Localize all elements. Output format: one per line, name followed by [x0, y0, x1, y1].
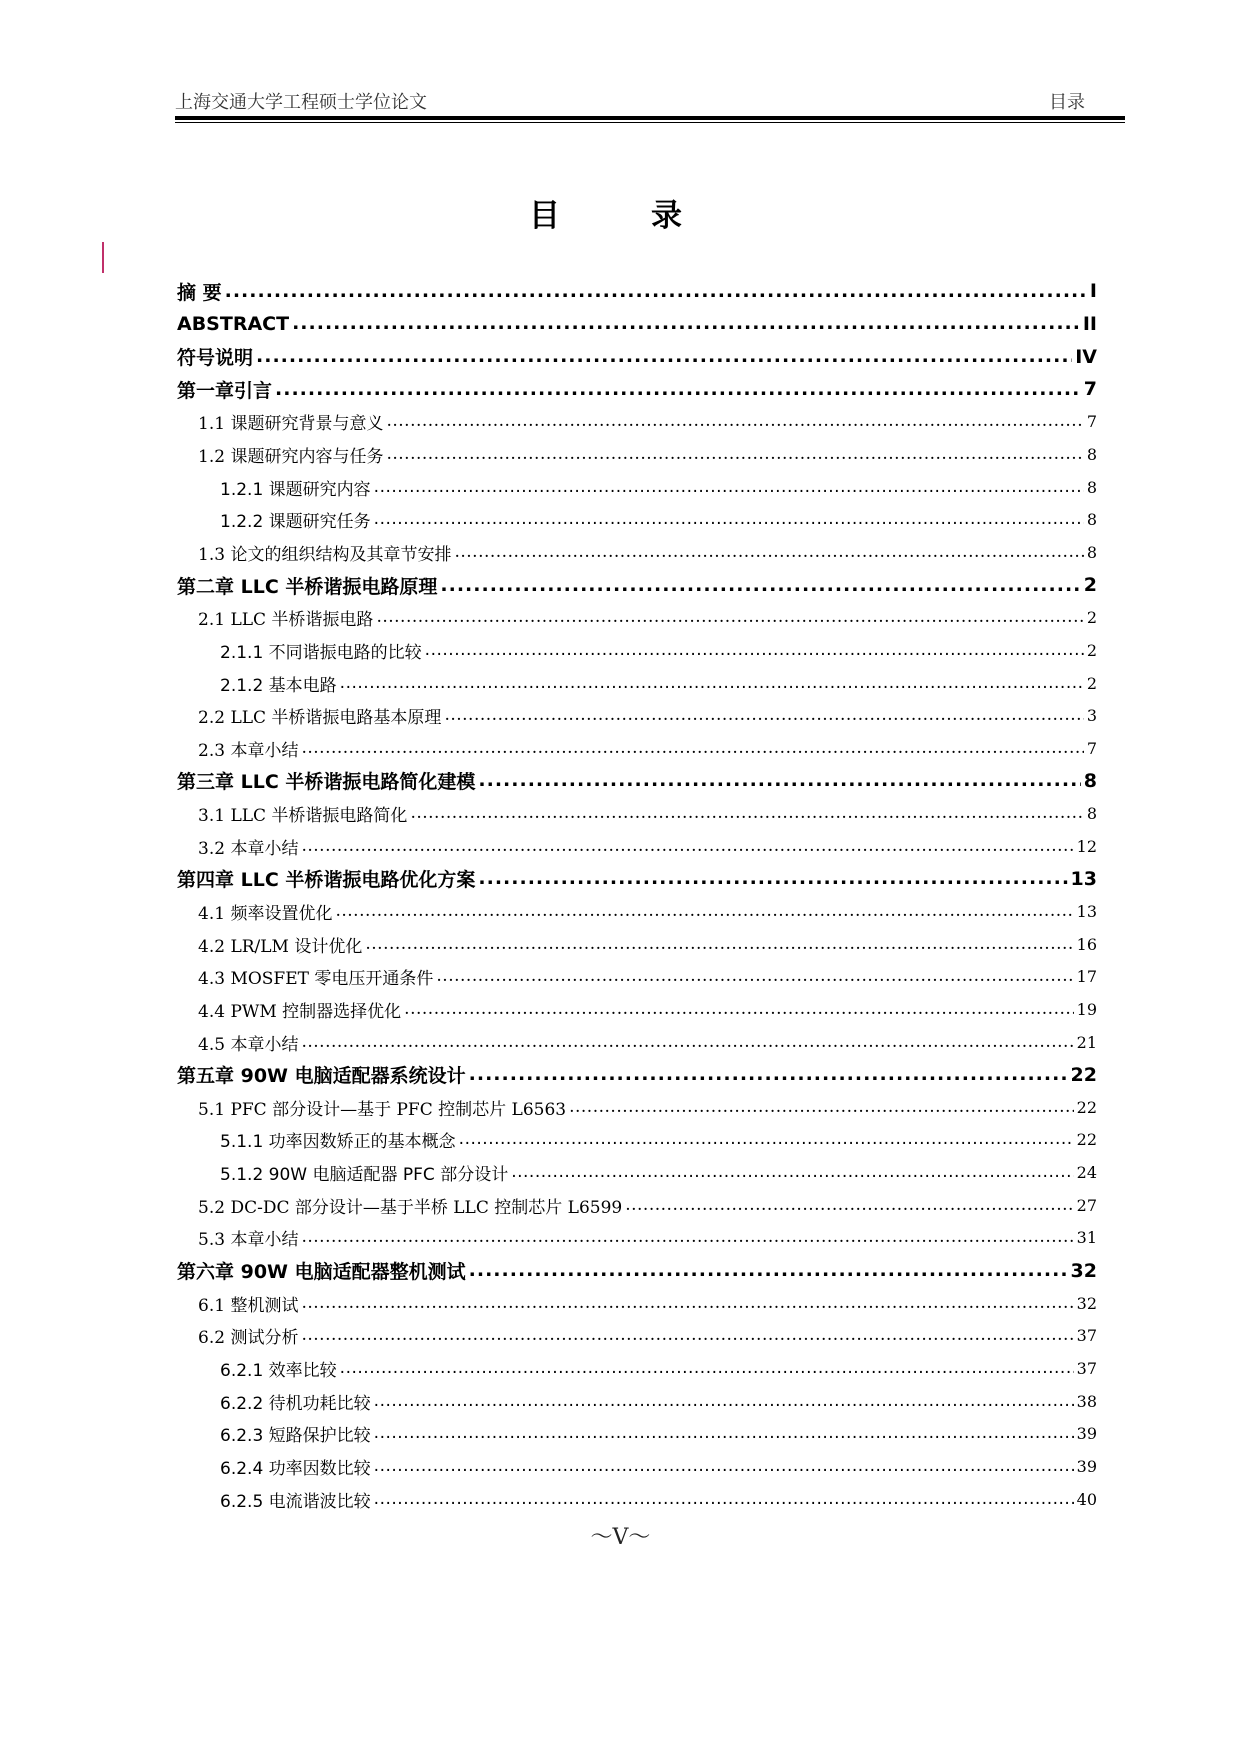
toc-entry[interactable]	[177, 536, 1097, 569]
toc-entry[interactable]	[177, 569, 1097, 602]
toc-entry[interactable]	[177, 373, 1097, 406]
toc-dot-leader	[478, 771, 1080, 790]
toc-entry-title: 4.4 PWM 控制器选择优化	[198, 1001, 402, 1022]
toc-entry[interactable]	[177, 765, 1097, 798]
toc-entry[interactable]	[177, 601, 1097, 634]
toc-dot-leader	[374, 479, 1084, 496]
toc-entry-title: 第六章 90W 电脑适配器整机测试	[177, 1261, 466, 1284]
header-thesis-title: 上海交通大学工程硕士学位论文	[175, 92, 427, 113]
table-of-contents	[177, 275, 1097, 1515]
toc-dot-leader	[386, 413, 1083, 430]
toc-entry-title: 5.2 DC-DC 部分设计—基于半桥 LLC 控制芯片 L6599	[198, 1197, 623, 1218]
toc-dot-leader	[511, 1164, 1073, 1181]
toc-entry-title: 2.1 LLC 半桥谐振电路	[198, 610, 374, 631]
toc-entry[interactable]	[177, 503, 1097, 536]
toc-entry-title: 1.2.2 课题研究任务	[220, 512, 371, 533]
toc-dot-leader	[425, 642, 1084, 659]
toc-entry-title: 2.1.1 不同谐振电路的比较	[220, 642, 422, 663]
toc-entry[interactable]	[177, 1483, 1097, 1516]
toc-entry[interactable]	[177, 797, 1097, 830]
toc-entry[interactable]	[177, 275, 1097, 308]
toc-entry-page: 40	[1076, 1489, 1097, 1509]
toc-entry-page: 13	[1070, 867, 1097, 890]
toc-entry[interactable]	[177, 1254, 1097, 1287]
toc-entry-title: 1.2.1 课题研究内容	[220, 479, 371, 500]
toc-entry[interactable]	[177, 1385, 1097, 1418]
toc-entry-page: 24	[1076, 1163, 1097, 1183]
toc-entry-page: 22	[1070, 1063, 1097, 1086]
toc-entry-title: 1.2 课题研究内容与任务	[198, 447, 384, 468]
toc-dot-leader	[625, 1197, 1073, 1214]
toc-entry-title: 1.3 论文的组织结构及其章节安排	[198, 544, 452, 565]
toc-entry-title: 5.3 本章小结	[198, 1230, 299, 1251]
toc-dot-leader	[225, 282, 1087, 301]
toc-entry[interactable]	[177, 340, 1097, 373]
toc-entry[interactable]	[177, 1222, 1097, 1255]
toc-entry-page: IV	[1075, 345, 1097, 368]
toc-entry-title: 2.1.2 基本电路	[220, 675, 337, 696]
toc-entry-title: ABSTRACT	[177, 312, 290, 335]
toc-entry-page: 7	[1086, 738, 1097, 758]
toc-entry-page: 2	[1086, 640, 1097, 660]
toc-entry-page: 8	[1086, 804, 1097, 824]
toc-entry-page: I	[1089, 280, 1097, 303]
toc-entry-page: 31	[1076, 1228, 1097, 1248]
toc-entry[interactable]	[177, 1189, 1097, 1222]
toc-entry-page: 32	[1070, 1259, 1097, 1282]
toc-entry-title: 符号说明	[177, 347, 254, 370]
toc-entry-page: II	[1082, 312, 1097, 335]
toc-entry-title: 6.2.4 功率因数比较	[220, 1458, 371, 1479]
toc-dot-leader	[335, 903, 1073, 920]
toc-dot-leader	[386, 446, 1083, 463]
toc-entry-title: 6.2.3 短路保护比较	[220, 1426, 371, 1447]
header-section-label: 目录	[1049, 92, 1085, 113]
toc-dot-leader	[459, 1131, 1074, 1148]
toc-entry[interactable]	[177, 960, 1097, 993]
toc-entry-page: 22	[1076, 1130, 1097, 1150]
toc-entry[interactable]	[177, 1450, 1097, 1483]
toc-entry-title: 4.5 本章小结	[198, 1034, 299, 1055]
toc-entry-page: 32	[1076, 1293, 1097, 1313]
toc-entry-page: 39	[1076, 1424, 1097, 1444]
toc-entry-page: 3	[1086, 706, 1097, 726]
toc-dot-leader	[374, 1393, 1074, 1410]
page-number: ～V～	[590, 1525, 651, 1550]
toc-entry-title: 第四章 LLC 半桥谐振电路优化方案	[177, 869, 476, 892]
toc-entry[interactable]	[177, 895, 1097, 928]
toc-entry[interactable]	[177, 471, 1097, 504]
toc-dot-leader	[301, 1034, 1073, 1051]
toc-entry-page: 21	[1076, 1032, 1097, 1052]
toc-dot-leader	[478, 869, 1067, 888]
text-cursor	[102, 242, 104, 273]
running-header	[175, 84, 1125, 114]
toc-entry[interactable]	[177, 863, 1097, 896]
toc-entry[interactable]	[177, 406, 1097, 439]
toc-entry-page: 7	[1086, 412, 1097, 432]
toc-entry[interactable]	[177, 830, 1097, 863]
toc-entry[interactable]	[177, 699, 1097, 732]
toc-entry-page: 37	[1076, 1358, 1097, 1378]
toc-entry-page: 12	[1076, 836, 1097, 856]
toc-entry-page: 27	[1076, 1195, 1097, 1215]
toc-entry-page: 39	[1076, 1456, 1097, 1476]
toc-entry-page: 8	[1086, 445, 1097, 465]
toc-dot-leader	[374, 1458, 1074, 1475]
toc-entry[interactable]	[177, 993, 1097, 1026]
toc-entry-page: 2	[1086, 673, 1097, 693]
toc-entry[interactable]	[177, 438, 1097, 471]
toc-entry-title: 6.2.5 电流谐波比较	[220, 1491, 371, 1512]
toc-entry-page: 13	[1076, 901, 1097, 921]
toc-dot-leader	[365, 936, 1073, 953]
toc-entry-title: 4.3 MOSFET 零电压开通条件	[198, 969, 434, 990]
toc-dot-leader	[569, 1099, 1074, 1116]
header-rule-thick	[175, 116, 1125, 120]
toc-dot-leader	[410, 805, 1083, 822]
toc-entry-title: 1.1 课题研究背景与意义	[198, 414, 384, 435]
page-title: 目 录	[529, 198, 712, 234]
toc-dot-leader	[374, 511, 1084, 528]
toc-dot-leader	[376, 609, 1083, 626]
toc-entry-page: 8	[1083, 769, 1097, 792]
toc-entry[interactable]	[177, 732, 1097, 765]
toc-entry-page: 17	[1076, 967, 1097, 987]
toc-entry-page: 16	[1076, 934, 1097, 954]
toc-entry-title: 5.1.2 90W 电脑适配器 PFC 部分设计	[220, 1165, 509, 1186]
toc-entry-title: 第三章 LLC 半桥谐振电路简化建模	[177, 771, 476, 794]
toc-dot-leader	[469, 1261, 1068, 1280]
toc-entry[interactable]	[177, 1026, 1097, 1059]
toc-entry-title: 6.2.1 效率比较	[220, 1360, 337, 1381]
toc-dot-leader	[301, 1229, 1073, 1246]
toc-dot-leader	[469, 1065, 1068, 1084]
toc-dot-leader	[374, 1425, 1074, 1442]
toc-entry[interactable]	[177, 1124, 1097, 1157]
toc-entry[interactable]	[177, 667, 1097, 700]
toc-entry-title: 3.1 LLC 半桥谐振电路简化	[198, 806, 408, 827]
toc-entry-page: 22	[1076, 1097, 1097, 1117]
toc-entry[interactable]	[177, 1287, 1097, 1320]
toc-entry-page: 8	[1086, 477, 1097, 497]
toc-entry[interactable]	[177, 1156, 1097, 1189]
toc-entry[interactable]	[177, 308, 1097, 341]
toc-entry-page: 7	[1083, 378, 1097, 401]
toc-entry-title: 4.2 LR/LM 设计优化	[198, 936, 363, 957]
toc-entry[interactable]	[177, 1417, 1097, 1450]
toc-entry-title: 4.1 频率设置优化	[198, 903, 333, 924]
toc-entry-title: 第二章 LLC 半桥谐振电路原理	[177, 575, 438, 598]
toc-dot-leader	[340, 1360, 1074, 1377]
toc-dot-leader	[454, 544, 1083, 561]
toc-entry[interactable]	[177, 928, 1097, 961]
toc-entry[interactable]	[177, 1091, 1097, 1124]
header-rule-thin	[175, 122, 1125, 123]
toc-dot-leader	[436, 968, 1073, 985]
toc-dot-leader	[340, 675, 1084, 692]
toc-entry-title: 3.2 本章小结	[198, 838, 299, 859]
toc-dot-leader	[404, 1001, 1073, 1018]
toc-dot-leader	[301, 740, 1083, 757]
toc-entry-title: 2.3 本章小结	[198, 740, 299, 761]
toc-entry[interactable]	[177, 634, 1097, 667]
toc-dot-leader	[292, 314, 1080, 333]
toc-entry-title: 第五章 90W 电脑适配器系统设计	[177, 1065, 466, 1088]
toc-entry-title: 2.2 LLC 半桥谐振电路基本原理	[198, 708, 442, 729]
toc-entry[interactable]	[177, 1320, 1097, 1353]
toc-entry-title: 6.2.2 待机功耗比较	[220, 1393, 371, 1414]
toc-entry[interactable]	[177, 1058, 1097, 1091]
toc-dot-leader	[440, 576, 1080, 595]
toc-entry-title: 摘 要	[177, 281, 222, 304]
toc-dot-leader	[275, 380, 1081, 399]
toc-entry-page: 8	[1086, 510, 1097, 530]
toc-entry-title: 第一章引言	[177, 379, 273, 402]
toc-entry[interactable]	[177, 1352, 1097, 1385]
toc-entry-page: 8	[1086, 542, 1097, 562]
toc-dot-leader	[256, 347, 1072, 366]
toc-entry-page: 38	[1076, 1391, 1097, 1411]
toc-entry-page: 2	[1083, 574, 1097, 597]
toc-dot-leader	[374, 1491, 1074, 1508]
toc-entry-title: 5.1 PFC 部分设计—基于 PFC 控制芯片 L6563	[198, 1099, 567, 1120]
toc-dot-leader	[301, 838, 1073, 855]
toc-entry-title: 6.1 整机测试	[198, 1295, 299, 1316]
toc-entry-page: 19	[1076, 999, 1097, 1019]
toc-entry-page: 2	[1086, 608, 1097, 628]
toc-entry-page: 37	[1076, 1326, 1097, 1346]
toc-entry-title: 6.2 测试分析	[198, 1328, 299, 1349]
toc-entry-title: 5.1.1 功率因数矫正的基本概念	[220, 1132, 456, 1153]
toc-dot-leader	[301, 1295, 1073, 1312]
toc-dot-leader	[301, 1327, 1073, 1344]
toc-dot-leader	[444, 707, 1083, 724]
